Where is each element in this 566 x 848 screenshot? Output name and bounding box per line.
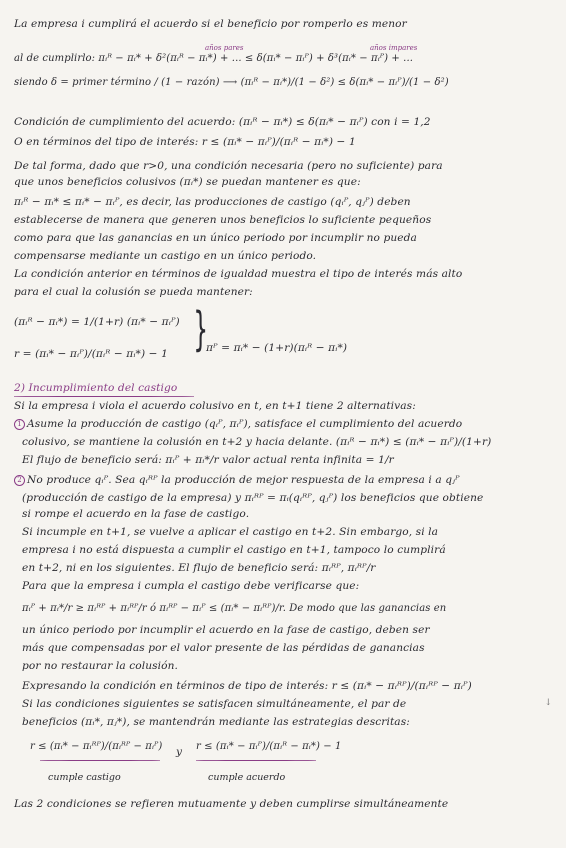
- note-line: O en términos del tipo de interés: r ≤ (πᵢ* − πᵢᴾ)/(πᵢᴿ − πᵢ*) − 1: [14, 136, 356, 148]
- note-line: El flujo de beneficio será: πᵢᴾ + πᵢ*/r valor actual renta infinita = 1/r: [22, 454, 394, 466]
- note-line: compensarse mediante un castigo en un único periodo.: [14, 250, 317, 262]
- note-line: Si incumple en t+1, se vuelve a aplicar el castigo en t+2. Sin embargo, si la: [22, 526, 439, 538]
- note-line: La condición anterior en términos de igualdad muestra el tipo de interés más alto: [14, 268, 463, 280]
- marker-one: 1: [14, 419, 25, 430]
- margin-arrow: ↓: [544, 698, 552, 708]
- note-line: en t+2, ni en los siguientes. El flujo de beneficio será: πᵢᴿᴾ, πᵢᴿᴾ/r: [22, 562, 376, 574]
- equation-equality: (πᵢᴿ − πᵢ*) = 1/(1+r) (πᵢ* − πᵢᴾ): [14, 316, 180, 328]
- note-line: Expresando la condición en términos de tipo de interés: r ≤ (πᵢ* − πᵢᴿᴾ)/(πᵢᴿᴾ − πᵢᴾ): [22, 680, 472, 692]
- note-line: para el cual la colusión se pueda mantener:: [14, 286, 253, 298]
- note-line: Si la empresa i viola el acuerdo colusivo en t, en t+1 tiene 2 alternativas:: [14, 400, 416, 412]
- note-line: al de cumplirlo: πᵢᴿ − πᵢ* + δ²(πᵢᴿ − πᵢ*) + ... ≤ δ(πᵢ* − πᵢᴾ) + δ³(πᵢ* − πᵢᴾ) + ...: [14, 53, 414, 64]
- note-line: beneficios (πᵢ*, πⱼ*), se mantendrán mediante las estrategias descritas:: [22, 716, 410, 728]
- note-line: empresa i no está dispuesta a cumplir el castigo en t+1, tampoco lo cumplirá: [22, 544, 446, 556]
- note-line: [14, 474, 554, 487]
- annotation-years-even: años pares: [205, 44, 244, 52]
- note-line: que unos beneficios colusivos (πᵢ*) se puedan mantener es que:: [14, 176, 361, 188]
- conjunction: y: [176, 746, 183, 758]
- condition-agreement: r ≤ (πᵢ* − πᵢᴾ)/(πᵢᴿ − πᵢ*) − 1: [196, 741, 342, 752]
- note-line: como para que las ganancias en un único periodo por incumplir no pueda: [14, 232, 417, 244]
- note-line: un único periodo por incumplir el acuerdo en la fase de castigo, deben ser: [22, 624, 430, 636]
- annotation-years-odd: años impares: [370, 44, 418, 52]
- note-line: siendo δ = primer término / (1 − razón) ⟶ (πᵢᴿ − πᵢ*)/(1 − δ²) ≤ δ(πᵢ* − πᵢᴾ)/(1 − δ²): [14, 77, 449, 88]
- note-line: La empresa i cumplirá el acuerdo si el beneficio por romperlo es menor: [14, 18, 407, 30]
- note-line: más que compensadas por el valor presente de las pérdidas de ganancias: [22, 642, 425, 654]
- note-line: colusivo, se mantiene la colusión en t+2 y hacia delante. (πᵢᴿ − πᵢ*) ≤ (πᵢ* − πᵢᴾ)/(1+r): [22, 436, 492, 448]
- condition-punishment: r ≤ (πᵢ* − πᵢᴿᴾ)/(πᵢᴿᴾ − πᵢᴾ): [30, 741, 163, 752]
- note-line: πᵢᴾ + πᵢ*/r ≥ πᵢᴿᴾ + πᵢᴿᴾ/r ó πᵢᴿᴾ − πᵢᴾ ≤ (πᵢ* − πᵢᴿᴾ)/r. De modo que las ganancias en: [22, 603, 447, 614]
- note-line: πᵢᴿ − πᵢ* ≤ πᵢ* − πᵢᴾ, es decir, las producciones de castigo (qᵢᴾ, qⱼᴾ) deben: [14, 196, 411, 208]
- note-line: Si las condiciones siguientes se satisfacen simultáneamente, el par de: [22, 698, 407, 710]
- equation-interest-rate: r = (πᵢ* − πᵢᴾ)/(πᵢᴿ − πᵢ*) − 1: [14, 348, 168, 360]
- heading-underline: [14, 396, 194, 397]
- note-line: (producción de castigo de la empresa) y πᵢᴿᴾ = πᵢ(qᵢᴿᴾ, qⱼᴾ) los beneficios que obtiene: [22, 492, 484, 504]
- note-line: si rompe el acuerdo en la fase de castigo.: [22, 508, 250, 520]
- note-line: Las 2 condiciones se refieren mutuamente y deben cumplirse simultáneamente: [14, 798, 449, 810]
- underline-agreement: [196, 760, 316, 761]
- underline-punishment: [40, 760, 160, 761]
- marker-two: 2: [14, 475, 25, 486]
- note-line: por no restaurar la colusión.: [22, 660, 179, 672]
- note-line: [14, 418, 554, 431]
- note-line: De tal forma, dado que r>0, una condición necesaria (pero no suficiente) para: [14, 160, 443, 172]
- note-line: Para que la empresa i cumpla el castigo debe verificarse que:: [22, 580, 360, 592]
- brace: }: [193, 302, 208, 356]
- alternative-one-text: Asume la producción de castigo (qᵢᴾ, πᵢᴾ), satisface el cumplimiento del acuerdo: [27, 418, 463, 430]
- alternative-two-text: No produce qᵢᴾ. Sea qᵢᴿᴾ la producción de mejor respuesta de la empresa i a qⱼᴾ: [27, 474, 460, 486]
- equation-punishment-profit: πᴾ = πᵢ* − (1+r)(πᵢᴿ − πᵢ*): [206, 342, 348, 354]
- label-cumple-castigo: cumple castigo: [48, 772, 121, 783]
- label-cumple-acuerdo: cumple acuerdo: [208, 772, 286, 783]
- note-line: Condición de cumplimiento del acuerdo: (πᵢᴿ − πᵢ*) ≤ δ(πᵢ* − πᵢᴾ) con i = 1,2: [14, 116, 431, 128]
- note-line: establecerse de manera que generen unos beneficios lo suficiente pequeños: [14, 214, 432, 226]
- section-heading: 2) Incumplimiento del castigo: [14, 382, 178, 394]
